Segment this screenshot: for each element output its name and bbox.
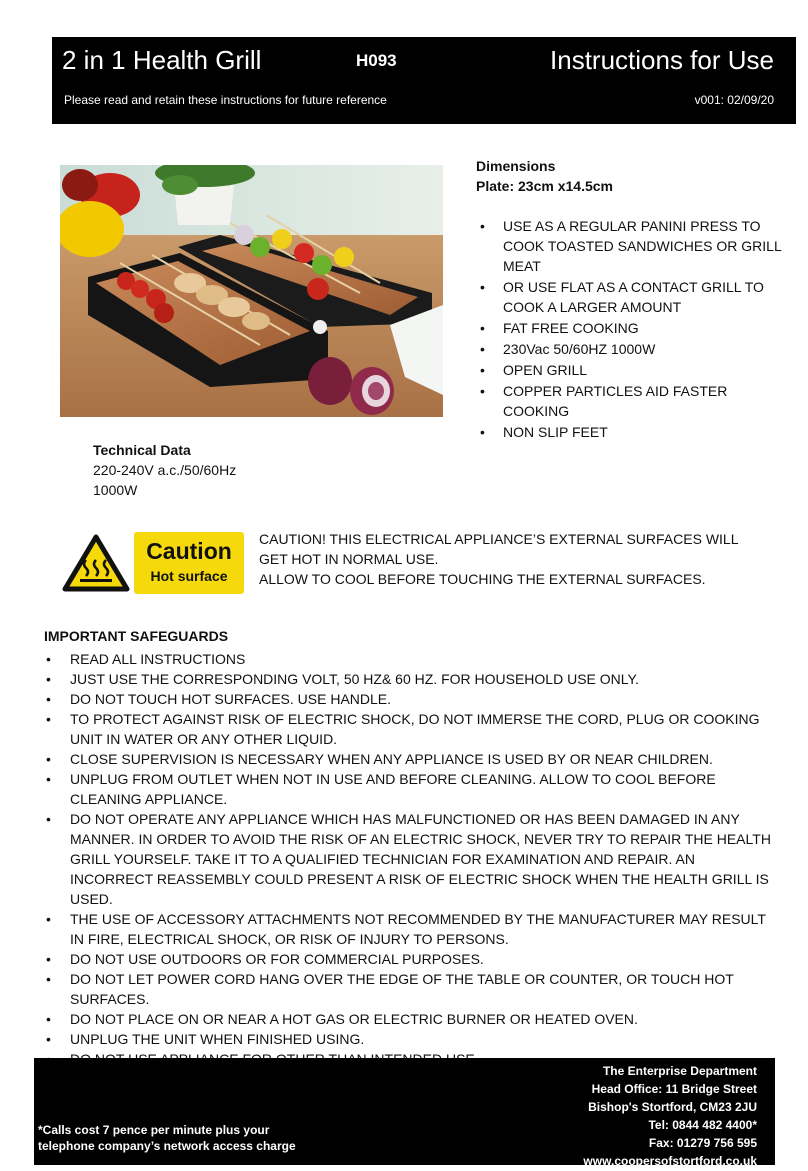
list-item: • FAT FREE COOKING (476, 318, 796, 338)
list-item: • COPPER PARTICLES AID FASTER COOKING (476, 381, 796, 421)
document-type: Instructions for Use (550, 45, 774, 75)
head-office: Head Office: 11 Bridge Street (591, 1082, 757, 1096)
call-note-line: telephone company’s network access charge (38, 1139, 296, 1153)
list-item: • UNPLUG THE UNIT WHEN FINISHED USING. (44, 1029, 774, 1049)
header-subtitle: Please read and retain these instructions for future reference (64, 93, 387, 107)
product-photo (60, 165, 443, 417)
safeguards-list (44, 649, 774, 1069)
caution-sign (134, 532, 244, 594)
list-item: • 230Vac 50/60HZ 1000W (476, 339, 796, 359)
feature-list (476, 216, 796, 443)
caution-sign-subtitle: Hot surface (150, 568, 228, 584)
technical-power: 1000W (93, 482, 138, 498)
dimensions-block (476, 156, 613, 196)
list-item: • OPEN GRILL (476, 360, 796, 380)
document-footer (34, 1058, 775, 1168)
version-label: v001: 02/09/20 (694, 93, 774, 107)
technical-data (93, 440, 236, 500)
list-item: • UNPLUG FROM OUTLET WHEN NOT IN USE AND BEFORE CLEANING. ALLOW TO COOL BEFORE CLEANING APPLIANCE. (44, 769, 774, 809)
list-item: • OR USE FLAT AS A CONTACT GRILL TO COOK A LARGER AMOUNT (476, 277, 796, 317)
list-item: • THE USE OF ACCESSORY ATTACHMENTS NOT RECOMMENDED BY THE MANUFACTURER MAY RESULT IN FIRE, ELECTRICAL SHOCK, OR RISK OF INJURY TO PERSONS. (44, 909, 774, 949)
list-item: • USE AS A REGULAR PANINI PRESS TO COOK TOASTED SANDWICHES OR GRILL MEAT (476, 216, 796, 276)
caution-sign-title: Caution (146, 538, 232, 564)
caution-line: GET HOT IN NORMAL USE. (259, 551, 439, 567)
dimensions-heading: Dimensions (476, 158, 556, 174)
office-town: Bishop's Stortford, CM23 2JU (588, 1100, 757, 1114)
list-item: • NON SLIP FEET (476, 422, 796, 442)
technical-heading: Technical Data (93, 442, 191, 458)
list-item: • DO NOT LET POWER CORD HANG OVER THE EDGE OF THE TABLE OR COUNTER, OR TOUCH HOT SURFACES. (44, 969, 774, 1009)
call-note-line: *Calls cost 7 pence per minute plus your (38, 1123, 270, 1137)
caution-line: CAUTION! THIS ELECTRICAL APPLIANCE’S EXTERNAL SURFACES WILL (259, 531, 739, 547)
list-item: • DO NOT TOUCH HOT SURFACES. USE HANDLE. (44, 689, 774, 709)
list-item: • READ ALL INSTRUCTIONS (44, 649, 774, 669)
plate-dimensions: Plate: 23cm x14.5cm (476, 178, 613, 194)
list-item: • DO NOT PLACE ON OR NEAR A HOT GAS OR ELECTRIC BURNER OR HEATED OVEN. (44, 1009, 774, 1029)
hot-surface-warning-icon (62, 534, 130, 592)
telephone: Tel: 0844 482 4400* (648, 1118, 757, 1132)
caution-text (259, 529, 739, 589)
list-item: • JUST USE THE CORRESPONDING VOLT, 50 HZ& 60 HZ. FOR HOUSEHOLD USE ONLY. (44, 669, 774, 689)
document-header (52, 37, 796, 124)
website: www.coopersofstortford.co.uk (583, 1154, 757, 1168)
list-item: • DO NOT USE OUTDOORS OR FOR COMMERCIAL PURPOSES. (44, 949, 774, 969)
list-item: • CLOSE SUPERVISION IS NECESSARY WHEN ANY APPLIANCE IS USED BY OR NEAR CHILDREN. (44, 749, 774, 769)
fax: Fax: 01279 756 595 (648, 1136, 757, 1150)
technical-voltage: 220-240V a.c./50/60Hz (93, 462, 237, 478)
department-name: The Enterprise Department (602, 1064, 757, 1078)
list-item: • TO PROTECT AGAINST RISK OF ELECTRIC SHOCK, DO NOT IMMERSE THE CORD, PLUG OR COOKING UNIT IN WATER OR ANY OTHER LIQUID. (44, 709, 774, 749)
safeguards-heading: IMPORTANT SAFEGUARDS (44, 628, 229, 644)
call-cost-note (38, 1122, 296, 1154)
product-title: 2 in 1 Health Grill (62, 45, 262, 75)
list-item: • DO NOT OPERATE ANY APPLIANCE WHICH HAS MALFUNCTIONED OR HAS BEEN DAMAGED IN ANY MANNER. IN ORDER TO AVOID THE RISK OF AN ELECTRIC SHOCK, NEVER TRY TO REPAIR THE HEALTH GRILL YOURSELF. TAKE IT TO A QUALIFIED TECHNICIAN FOR EXAMINATION AND REPAIR. AN INCORRECT REASSEMBLY COULD PRESENT A RISK OF ELECTRIC SHOCK WHEN THE HEALTH GRILL IS USED. (44, 809, 774, 909)
company-contact (583, 1062, 757, 1170)
model-number: H093 (356, 51, 397, 70)
caution-line: ALLOW TO COOL BEFORE TOUCHING THE EXTERNAL SURFACES. (259, 571, 706, 587)
